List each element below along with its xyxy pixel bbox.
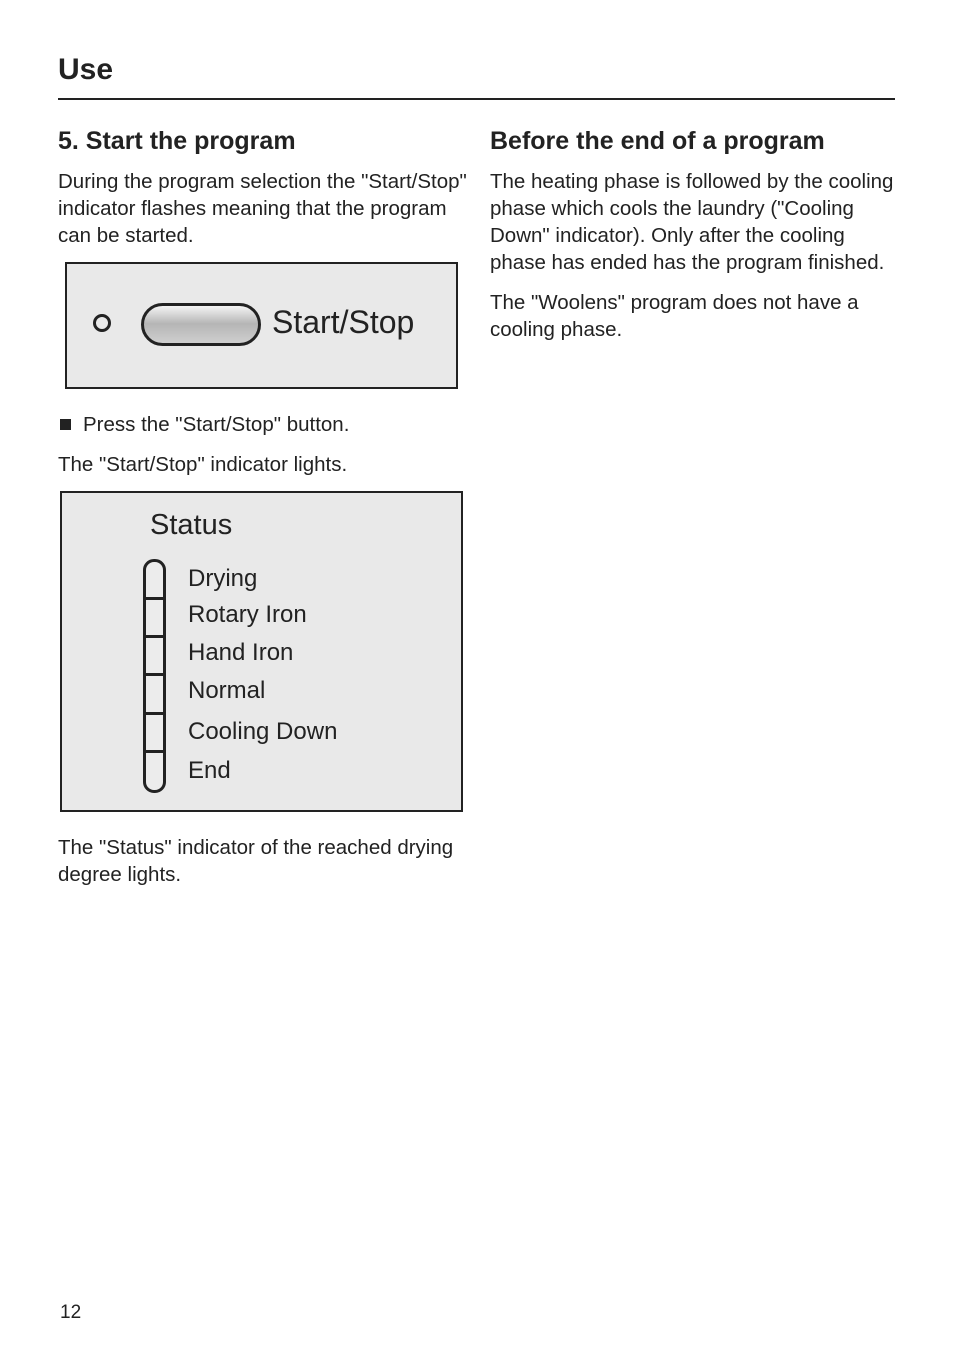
woolens-paragraph: The "Woolens" program does not have a cooling phase. [490, 291, 859, 341]
status-indicator-drying [143, 559, 166, 600]
after-press-paragraph: The "Start/Stop" indicator lights. [58, 453, 348, 476]
status-title: Status [150, 509, 233, 541]
instruction-text: Press the "Start/Stop" button. [83, 413, 350, 436]
start-stop-label: Start/Stop [272, 304, 415, 340]
left-column [58, 124, 468, 901]
status-label-cooling-down: Cooling Down [188, 718, 338, 745]
instruction-bullet [58, 411, 468, 438]
status-panel [60, 491, 463, 812]
status-indicator-hand-iron [143, 635, 166, 676]
page-number: 12 [60, 1302, 82, 1323]
status-indicator-normal [143, 673, 166, 715]
right-column [490, 124, 895, 356]
status-label-normal: Normal [188, 677, 266, 704]
intro-paragraph: During the program selection the "Start/Stop" indicator flashes meaning that the program can be started. [58, 170, 467, 247]
end-of-program-heading: Before the end of a program [490, 127, 825, 155]
status-label-end: End [188, 757, 231, 784]
cooling-paragraph: The heating phase is followed by the cooling phase which cools the laundry ("Cooling Down" indicator). Only after the cooling phase has ended has the program finished. [490, 170, 894, 274]
status-indicator-end [143, 750, 166, 793]
start-stop-button[interactable] [141, 303, 261, 346]
square-bullet-icon [60, 419, 71, 430]
status-indicator-cooling-down [143, 712, 166, 753]
start-program-heading: 5. Start the program [58, 127, 296, 155]
page-title: Use [58, 53, 114, 86]
status-indicator-rotary-iron [143, 597, 166, 638]
page-header [58, 50, 895, 100]
start-stop-panel [65, 262, 458, 389]
ring-indicator-icon [93, 314, 111, 332]
status-label-rotary-iron: Rotary Iron [188, 601, 307, 628]
status-label-hand-iron: Hand Iron [188, 639, 294, 666]
status-label-drying: Drying [188, 565, 258, 592]
status-outro-paragraph: The "Status" indicator of the reached drying degree lights. [58, 836, 454, 886]
